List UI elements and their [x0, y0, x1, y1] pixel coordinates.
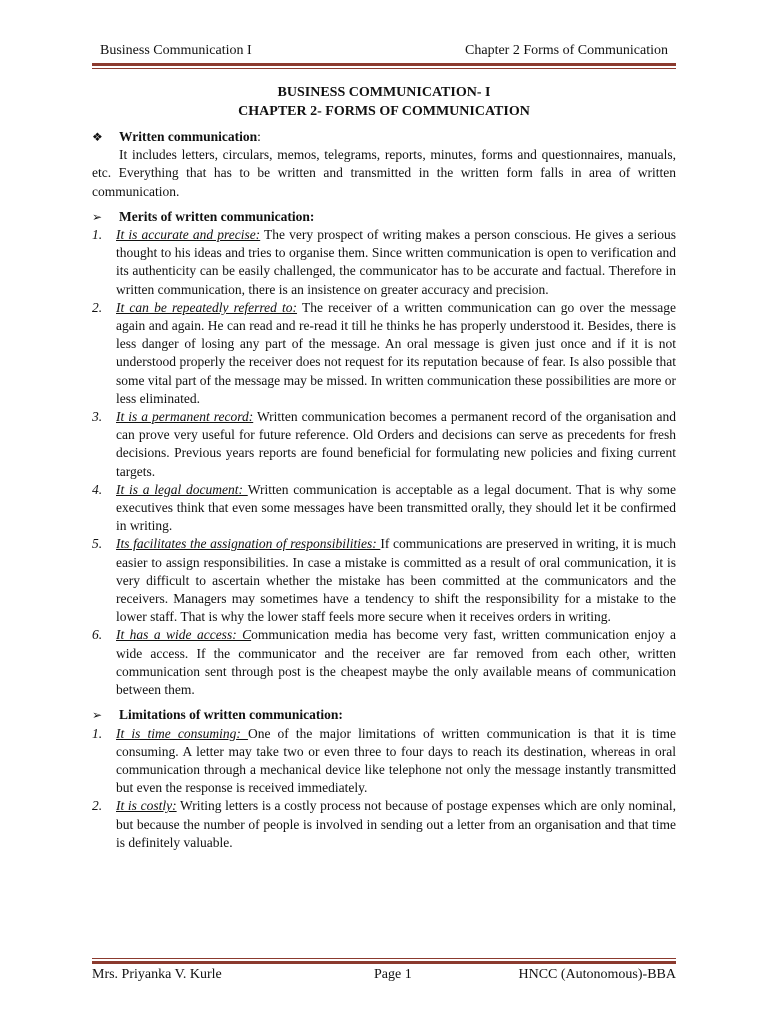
item-lead: It is a permanent record:: [116, 409, 254, 425]
limitation-item: [92, 725, 676, 798]
diamond-bullet-icon: ❖: [92, 130, 103, 144]
item-number: 3.: [92, 409, 103, 425]
arrow-bullet-icon: ➢: [92, 209, 103, 224]
arrow-bullet-icon: ➢: [92, 708, 103, 723]
merit-item: [92, 626, 676, 699]
merit-item: [92, 299, 676, 408]
limitation-item: [92, 797, 676, 852]
merits-heading-text: Merits of written communication:: [119, 208, 315, 224]
footer-institution: HNCC (Autonomous)-BBA: [518, 967, 676, 982]
merit-item: [92, 408, 676, 481]
item-lead: It is costly:: [116, 798, 177, 814]
item-text: Written communication is acceptable as a legal document. That is why some executives think that even some messages have been transmitted orally, they should let it be confirmed in writing.: [116, 481, 676, 534]
document-title: [92, 84, 676, 121]
item-number: 5.: [92, 536, 103, 552]
merit-item: [92, 535, 676, 626]
item-lead: It can be repeatedly referred to:: [116, 299, 298, 315]
item-number: 1.: [92, 725, 103, 741]
page-header: [100, 42, 668, 60]
footer-rule-thin: [92, 958, 676, 959]
footer-author: Mrs. Priyanka V. Kurle: [92, 967, 222, 982]
footer-rule-thick: [92, 961, 676, 964]
item-text: ommunication media has become very fast, written communication enjoy a wide access. If the communicator and the receiver are far removed from each other, written communication sent through post is the cheapest maybe the only available means of communication between them.: [116, 627, 676, 698]
merit-item: [92, 226, 676, 299]
item-lead: It is accurate and precise:: [116, 227, 261, 243]
item-text: The receiver of a written communication can go over the message again and again. He can read and re-read it till he thinks he has properly understood it. Besides, there is less danger of losing any part of the message. An oral message is given just once and if it is not understood properly the receiver does not request for its reputation because of fear. Is also possible that some vital part of the message may be missed. In written communication these possibilities are more or less eliminated.: [116, 299, 676, 406]
header-rule-thin: [92, 68, 676, 69]
merit-item: [92, 481, 676, 536]
written-intro-paragraph: It includes letters, circulars, memos, telegrams, reports, minutes, forms and questionnaires, manuals, etc. Everything that has to be written and transmitted in the written form falls in area of written communication.: [92, 147, 676, 199]
item-lead: Its facilitates the assignation of responsibilities:: [116, 536, 381, 552]
header-right-text: Chapter 2 Forms of Communication: [465, 43, 668, 58]
item-text: The very prospect of writing makes a person conscious. He gives a serious thought to his ideas and tries to organise them. Since written communication is open to verification and its authenticity can be easily challenged, the communicator has to be accurate and factual. Therefore in written communication, there is an insistence on greater accuracy and precision.: [116, 227, 676, 297]
item-text: If communications are preserved in writing, it is much easier to assign responsibilities. In case a mistake is committed as a result of oral communication, it is very difficult to ascertain whether the mistake has been committed at the communicators and the receivers. Managers may sometimes have a tendency to shift the responsibility for a mistake to the lower staff. That is why the lower staff feels more secure when it receives orders in writing.: [116, 536, 677, 625]
title-line-1: BUSINESS COMMUNICATION- I: [277, 85, 491, 100]
item-lead: It has a wide access: C: [116, 627, 252, 643]
item-text: Written communication becomes a permanent record of the organisation and can prove very useful for future reference. Old Orders and decisions can serve as precedents for fresh decisions. Previous years reports are found beneficial for formulating new policies and fixing current targets.: [116, 409, 676, 479]
item-number: 4.: [92, 481, 103, 497]
title-line-2: CHAPTER 2- FORMS OF COMMUNICATION: [238, 103, 530, 119]
written-heading-colon: :: [257, 129, 261, 144]
limitations-heading-text: Limitations of written communication:: [119, 707, 343, 723]
item-lead: It is time consuming:: [116, 725, 248, 741]
item-number: 2.: [92, 798, 103, 814]
item-number: 1.: [92, 227, 103, 243]
merits-list: [92, 226, 676, 699]
merits-heading: [92, 208, 676, 226]
limitations-heading: [92, 706, 676, 724]
item-number: 2.: [92, 299, 103, 315]
page-footer: [92, 966, 676, 984]
header-left-text: Business Communication I: [100, 43, 252, 58]
item-text: One of the major limitations of written communication is that it is time consuming. A letter may take two or even three to four days to reach its destination, whereas in oral communication through a mechanical device like telephone not only the message instantly transmitted but even the response is received immediately.: [116, 725, 676, 796]
limitations-list: [92, 725, 676, 852]
footer-page-number: Page 1: [374, 967, 412, 982]
written-heading-text: Written communication: [119, 129, 258, 144]
document-body: [92, 84, 676, 852]
item-number: 6.: [92, 627, 103, 643]
item-text: Writing letters is a costly process not because of postage expenses which are only nominal, but because the number of people is involved in sending out a letter from an organisation and that time is definitely valuable.: [116, 798, 676, 850]
item-lead: It is a legal document:: [116, 481, 248, 497]
header-rule-thick: [92, 63, 676, 66]
written-communication-heading: [92, 128, 676, 146]
